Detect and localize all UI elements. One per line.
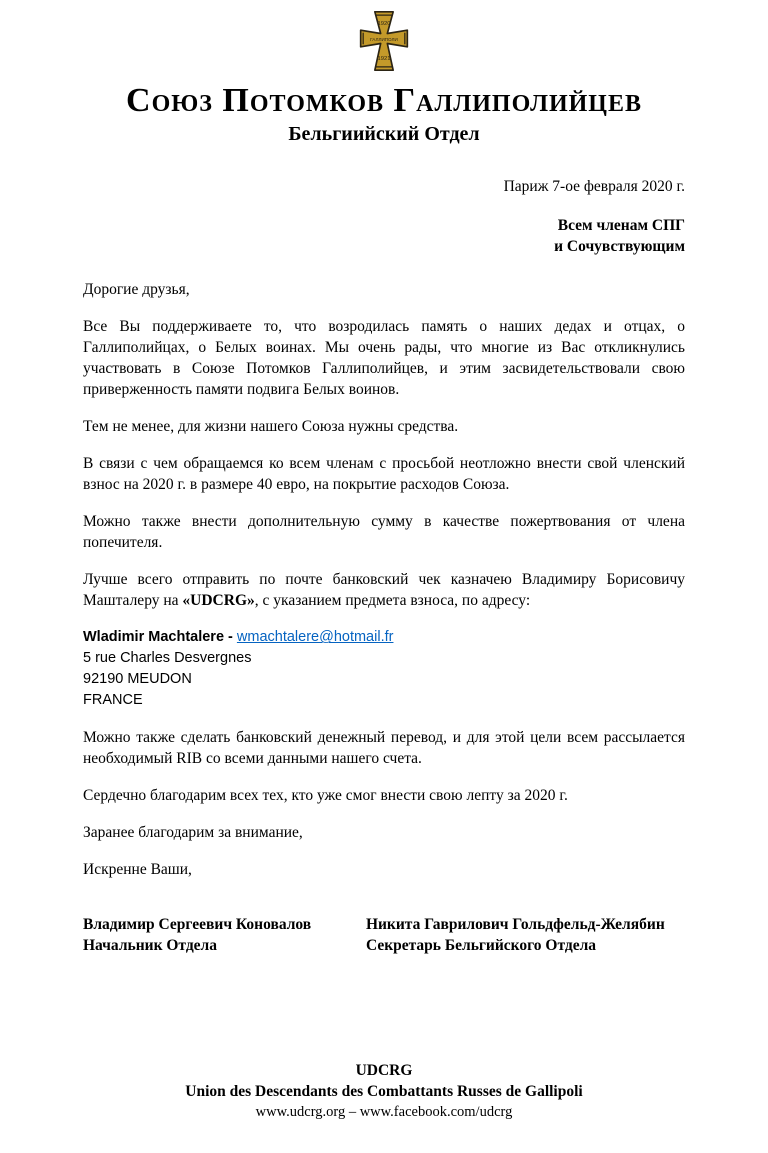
paragraph: Тем не менее, для жизни нашего Союза нужны средства. [83,418,459,436]
address-line-country: FRANCE [83,692,143,709]
dateline: Париж 7-ое февраля 2020 г. [503,178,685,196]
address-line-city: 92190 MEUDON [83,671,192,688]
footer-org-short: UDCRG [355,1062,413,1080]
address-line-name [83,627,685,648]
paragraph: Сердечно благодарим всех тех, кто уже смог внести свою лепту за 2020 г. [83,787,568,805]
logo-year-top: 1920 [377,21,391,28]
org-title: Союз Потомков Галлиполийцев [126,82,642,119]
address-block [83,627,685,711]
email-link[interactable]: wmachtalere@hotmail.fr [236,629,394,646]
paragraph: Можно также сделать банковский денежный перевод, и для этой цели всем рассылается необходимый RIB со всеми данными нашего счета. [83,729,685,768]
paragraph: Искренне Ваши, [83,861,192,879]
dept-subtitle: Бельгиийский Отдел [288,123,480,146]
addressee-line-1: Всем членам СПГ [557,217,685,235]
signature-right-title: Секретарь Бельгийского Отдела [365,937,597,955]
paragraph: В связи с чем обращаемся ко всем членам с просьбой неотложно внести свой членский взнос на 2020 г. в размере 40 евро, на покрытие расходов Союза. [83,455,685,494]
paragraph [83,569,685,611]
org-abbrev-inline: «UDCRG» [182,592,255,610]
addressee-line-2: и Сочувствующим [554,238,685,256]
footer-links[interactable]: www.udcrg.org – www.facebook.com/udcrg [255,1104,513,1121]
paragraph: Можно также внести дополнительную сумму в качестве пожертвования от члена попечителя. [83,513,685,552]
salutation: Дорогие друзья, [83,281,190,299]
signature-left-title: Начальник Отдела [83,937,218,955]
paragraph: Заранее благодарим за внимание, [83,824,303,842]
signature-block [83,914,685,956]
address-line-street: 5 rue Charles Desvergnes [83,650,252,667]
signature-left-name: Владимир Сергеевич Коновалов [83,916,312,934]
logo-container [0,10,768,76]
footer-org-full: Union des Descendants des Combattants Russes de Gallipoli [185,1083,583,1101]
signature-right [366,914,685,956]
paragraph-text: , с указанием предмета взноса, по адресу: [254,592,531,610]
paragraph-text: Лучше всего отправить по почте банковский чек казначею Владимиру Борисовичу Машталеру на [83,571,685,610]
addressee-block [83,215,685,257]
letter-footer [0,1060,768,1153]
treasurer-name: Wladimir Machtalere - [83,629,237,646]
logo-year-bottom: 1921 [377,56,391,63]
letter-body [83,176,685,956]
paragraph: Все Вы поддерживаете то, что возродилась память о наших дедах и отцах, о Галлиполийцах, о Белых воинах. Мы очень рады, что многие из Вас откликнулись участвовать в Союзе Потомков Галлиполийцев, и этим засвидетельствовали свою приверженность памяти подвига Белых воинов. [83,318,685,399]
signature-left [83,914,366,956]
logo-label: ГАЛЛИПОЛИ [370,37,398,42]
signature-right-name: Никита Гаврилович Гольдфельд-Желябин [365,916,665,934]
gallipoli-cross-icon [359,10,409,72]
